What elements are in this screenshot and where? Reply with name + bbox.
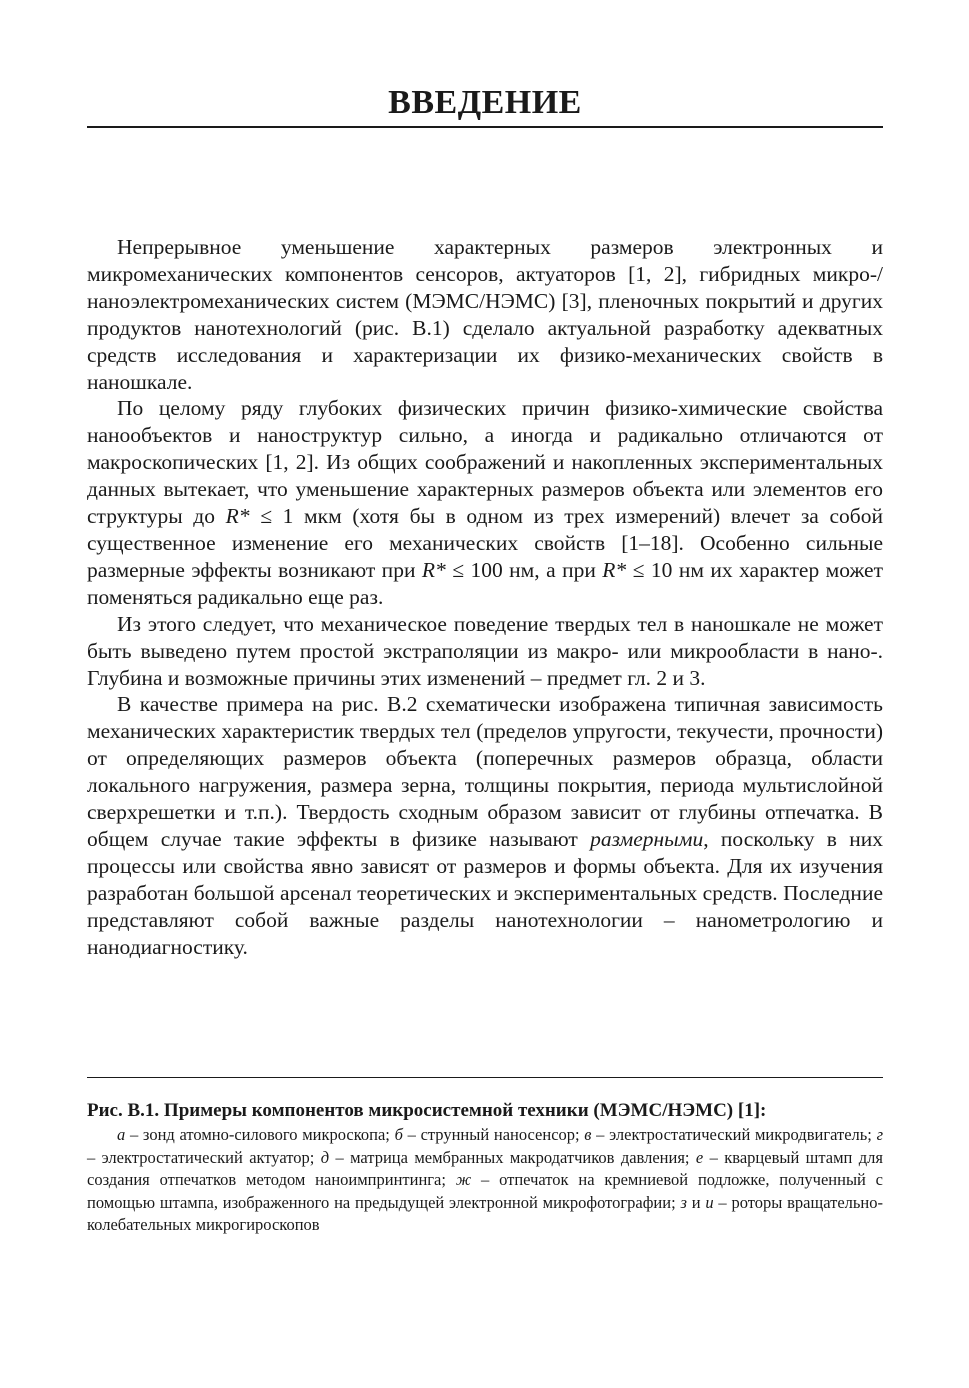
- caption-divider: [87, 1077, 883, 1078]
- caption-body: а – зонд атомно-силового микроскопа; б – струнный наносенсор; в – электростатический микродвигатель; г – электростатический актуатор; д – матрица мембранных макродатчиков давления; е – кварцевый штамп для создания отпечатков методом наноимпринтинга; ж – отпечаток на кремниевой подложке, полученный с помощью штампа, изображенного на предыдущей электронной микрофотографии; з и и – роторы вращательно-колебательных микрогироскопов: [87, 1125, 884, 1234]
- body-text: [87, 234, 883, 960]
- paragraph-2: По целому ряду глубоких физических причин физико-химические свойства нанообъектов и наноструктур сильно, а иногда и радикально отличаются от макроскопических [1, 2]. Из общих соображений и накопленных экспериментальных данных вытекает, что уменьшение характерных размеров объекта или элементов его структуры до R* ≤ 1 мкм (хотя бы в одном из трех измерений) влечет за собой существенное изменение его механических свойств [1–18]. Особенно сильные размерные эффекты возникают при R* ≤ 100 нм, а при R* ≤ 10 нм их характер может поменяться радикально еще раз.: [87, 396, 883, 609]
- title-divider: [87, 126, 883, 128]
- caption-title: Рис. В.1. Примеры компонентов микросистемной техники (МЭМС/НЭМС) [1]:: [87, 1100, 767, 1121]
- page: [87, 0, 884, 1234]
- paragraph-1: Непрерывное уменьшение характерных размеров электронных и микромеханических компонентов сенсоров, актуаторов [1, 2], гибридных микро-/наноэлектромеханических систем (МЭМС/НЭМС) [3], пленочных покрытий и других продуктов нанотехнологий (рис. В.1) сделало актуальной разработку адекватных средств исследования и характеризации их физико-механических свойств в наношкале.: [87, 235, 883, 394]
- figure-caption: [87, 1098, 883, 1237]
- paragraph-4: В качестве примера на рис. В.2 схематически изображена типичная зависимость механических характеристик твердых тел (пределов упругости, текучести, прочности) от определяющих размеров объекта (поперечных размеров образца, области локального нагружения, размера зерна, толщины покрытия, периода мультислойной сверхрешетки и т.п.). Твердость сходным образом зависит от глубины отпечатка. В общем случае такие эффекты в физике называют размерными, поскольку в них процессы или свойства явно зависят от размеров и формы объекта. Для их изучения разработан большой арсенал теоретических и экспериментальных средств. Последние представляют собой важные разделы нанотехнологии – нанометрологию и нанодиагностику.: [87, 692, 883, 959]
- paragraph-3: Из этого следует, что механическое поведение твердых тел в наношкале не может быть выведено путем простой экстраполяции из макро- или микрообласти в нано-. Глубина и возможные причины этих изменений – предмет гл. 2 и 3.: [87, 611, 883, 690]
- chapter-title: ВВЕДЕНИЕ: [388, 84, 582, 121]
- emphasis-term: размерными: [590, 826, 704, 851]
